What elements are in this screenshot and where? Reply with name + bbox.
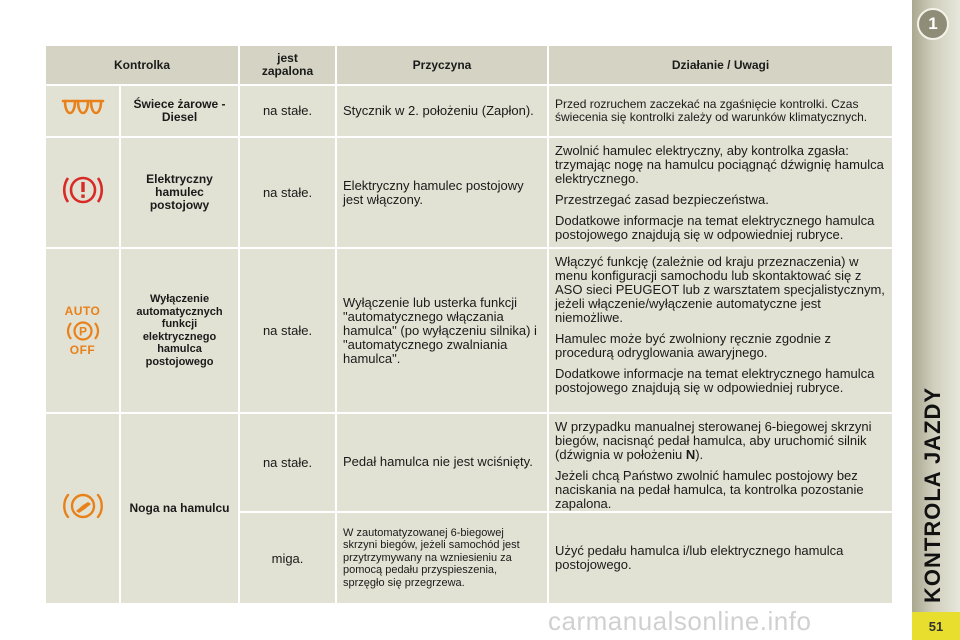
light-state: na stałe. xyxy=(239,413,336,513)
header-kontrolka: Kontrolka xyxy=(45,45,239,85)
light-state: miga. xyxy=(239,512,336,604)
table-row xyxy=(45,248,893,412)
table-row xyxy=(45,413,893,513)
light-cause: Pedał hamulca nie jest wciśnięty. xyxy=(336,413,548,513)
light-action: W przypadku manualnej sterowanej 6-biegowej skrzyni biegów, nacisnąć pedał hamulca, aby uruchomić silnik (dźwignia w położeniu N). Jeżeli chcą Państwo zwolnić hamulec postojowy bez naciskania na pedał hamulca, ta kontrolka pozostanie zapalona. xyxy=(548,413,893,513)
light-state: na stałe. xyxy=(239,85,336,136)
light-name: Elektryczny hamulec postojowy xyxy=(120,137,239,249)
page-number: 51 xyxy=(912,612,960,640)
table-row xyxy=(45,85,893,136)
auto-parking-brake-off-icon xyxy=(45,248,120,412)
icon-text-auto: AUTO xyxy=(64,303,101,318)
foot-on-brake-icon xyxy=(45,413,120,604)
parking-brake-warning-icon xyxy=(45,137,120,249)
light-state: na stałe. xyxy=(239,248,336,412)
light-name: Świece żarowe - Diesel xyxy=(120,85,239,136)
light-action: Przed rozruchem zaczekać na zgaśnięcie kontrolki. Czas świecenia się kontrolki zależy od warunków klimatycznych. xyxy=(548,85,893,136)
table-row xyxy=(45,137,893,249)
warning-lights-table xyxy=(44,44,894,605)
light-action: Użyć pedału hamulca i/lub elektrycznego hamulca postojowego. xyxy=(548,512,893,604)
chapter-number-badge: 1 xyxy=(917,8,949,40)
header-przyczyna: Przyczyna xyxy=(336,45,548,85)
light-name: Noga na hamulcu xyxy=(120,413,239,604)
light-cause: Wyłączenie lub usterka funkcji "automatycznego włączania hamulca" (po wyłączeniu silnika) i "automatycznego zwalniania hamulca". xyxy=(336,248,548,412)
header-jest-zapalona: jest zapalona xyxy=(239,45,336,85)
icon-text-off: OFF xyxy=(69,342,96,357)
watermark-text: carmanualsonline.info xyxy=(548,606,812,636)
light-cause: W zautomatyzowanej 6-biegowej skrzyni biegów, jeżeli samochód jest przytrzymywany na wzniesieniu za pomocą pedału przyspieszenia, sprzęgło się przegrzewa. xyxy=(336,512,548,604)
chapter-title: KONTROLA JAZDY xyxy=(920,386,945,604)
light-cause: Elektryczny hamulec postojowy jest włączony. xyxy=(336,137,548,249)
icon-text-p: P xyxy=(78,324,87,339)
light-cause: Stycznik w 2. położeniu (Zapłon). xyxy=(336,85,548,136)
light-name: Wyłączenie automatycznych funkcji elektrycznego hamulca postojowego xyxy=(120,248,239,412)
glow-plug-icon xyxy=(45,85,120,136)
table-header-row xyxy=(45,45,893,85)
light-action: Zwolnić hamulec elektryczny, aby kontrolka zgasła: trzymając nogę na hamulcu pociągnąć dźwignię hamulca elektrycznego. Przestrzegać zasad bezpieczeństwa. Dodatkowe informacje na temat elektrycznego hamulca postojowego znajdują się w odpowiedniej rubryce. xyxy=(548,137,893,249)
light-state: na stałe. xyxy=(239,137,336,249)
light-action: Włączyć funkcję (zależnie od kraju przeznaczenia) w menu konfiguracji samochodu lub skontaktować się z ASO sieci PEUGEOT lub z warsztatem specjalistycznym, jeżeli włączenie/wyłączenie automatyczne jest niemożliwe. Hamulec może być zwolniony ręcznie zgodnie z procedurą odryglowania awaryjnego. Dodatkowe informacje na temat elektrycznego hamulca postojowego znajdują się w odpowiedniej rubryce. xyxy=(548,248,893,412)
header-dzialanie: Działanie / Uwagi xyxy=(548,45,893,85)
